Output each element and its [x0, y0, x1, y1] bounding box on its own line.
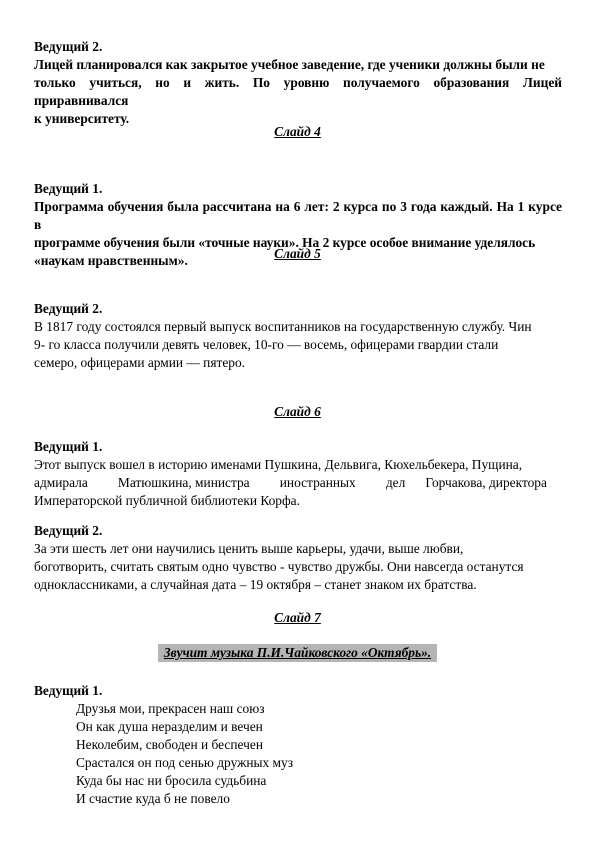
paragraph-line: 9- го класса получили девять человек, 10-го — восемь, офицерами гвардии стали [34, 337, 499, 352]
paragraph-line: За эти шесть лет они научились ценить выше карьеры, удачи, выше любви, [34, 541, 464, 556]
paragraph-line: Этот выпуск вошел в историю именами Пушкина, Дельвига, Кюхельбекера, Пущина, [34, 457, 523, 472]
paragraph-line: только учиться, но и жить. По уровню получаемого образования Лицей приравнивался [34, 75, 562, 108]
slide-heading-7: Слайд 7 [274, 610, 321, 625]
speaker-section-4 [34, 438, 562, 510]
poem-line: Куда бы нас ни бросила судьбина [76, 773, 267, 788]
speaker-label: Ведущий 2. [34, 523, 103, 538]
paragraph-line: семеро, офицерами армии — пятеро. [34, 355, 246, 370]
poem-line: Срастался он под сенью дружных муз [76, 755, 294, 770]
paragraph-line: одноклассниками, а случайная дата – 19 октября – станет знаком их братства. [34, 577, 477, 592]
slide-heading-5: Слайд 5 [274, 246, 321, 261]
paragraph-line: «наукам нравственным». [34, 253, 188, 268]
poem-line: И счастие куда б не повело [76, 791, 230, 806]
speaker-section-1 [34, 38, 562, 128]
paragraph-line: к университету. [34, 111, 130, 126]
speaker-label: Ведущий 2. [34, 39, 103, 54]
paragraph-line: Программа обучения была рассчитана на 6 лет: 2 курса по 3 года каждый. На 1 курсе в [34, 199, 562, 232]
poem-line: Друзья мои, прекрасен наш союз [76, 701, 265, 716]
speaker-section-3 [34, 300, 562, 372]
paragraph-line: Лицей планировался как закрытое учебное заведение, где ученики должны были не [34, 57, 545, 72]
paragraph-line: Императорской публичной библиотеки Корфа. [34, 493, 300, 508]
speaker-section-5 [34, 522, 562, 594]
poem-line: Он как душа неразделим и вечен [76, 719, 263, 734]
paragraph-line: боготворить, считать святым одно чувство - чувство дружбы. Они навсегда останутся [34, 559, 524, 574]
poem [76, 700, 293, 808]
paragraph-line: В 1817 году состоялся первый выпуск воспитанников на государственную службу. Чин [34, 319, 532, 334]
paragraph-line: адмирала Матюшкина, министра иностранных дел Горчакова, директора [34, 475, 547, 490]
slide-heading-6: Слайд 6 [274, 404, 321, 419]
slide-heading-4: Слайд 4 [274, 124, 321, 139]
final-speaker-label: Ведущий 1. [34, 683, 103, 698]
speaker-label: Ведущий 2. [34, 301, 103, 316]
paragraph-line: программе обучения были «точные науки». На 2 курсе особое внимание уделялось [34, 235, 536, 250]
speaker-label: Ведущий 1. [34, 181, 103, 196]
speaker-label: Ведущий 1. [34, 439, 103, 454]
music-banner: Звучит музыка П.И.Чайковского «Октябрь». [158, 644, 437, 662]
poem-line: Неколебим, свободен и беспечен [76, 737, 263, 752]
music-banner-row [0, 644, 595, 662]
